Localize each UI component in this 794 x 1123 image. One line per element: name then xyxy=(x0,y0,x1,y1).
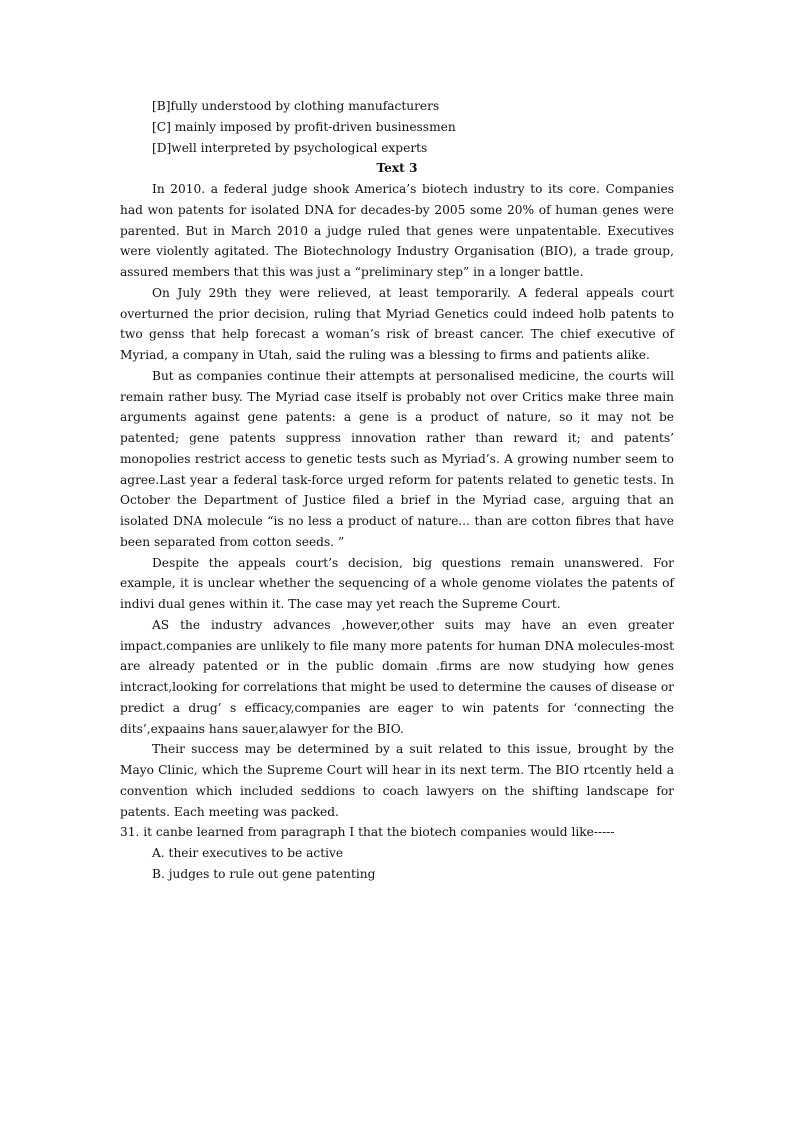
question-stem: 31. it canbe learned from paragraph I that the biotech companies would like----- xyxy=(120,825,615,840)
prev-option-b: [B]fully understood by clothing manufacturers xyxy=(152,99,440,113)
prev-option-c: [C] mainly imposed by profit-driven businessmen xyxy=(152,119,456,134)
paragraph-4: Despite the appeals court’s decision, big questions remain unanswered. For example, it is unclear whether the sequencing of a whole genome violates the patents of indivi dual genes within it. The case may yet reach the Supreme Court. xyxy=(120,555,674,611)
prev-option-d: [D]well interpreted by psychological experts xyxy=(152,140,428,155)
paragraph-5: AS the industry advances ,however,other suits may have an even greater impact.companies are unlikely to file many more patents for human DNA molecules-most are already patented or in the public domain .firms are now studying how genes intcract,looking for correlations that might be used to determine the causes of disease or predict a drug’ s efficacy,companies are eager to win patents for ‘connecting the dits’,expaains hans sauer,alawyer for the BIO. xyxy=(120,617,674,736)
paragraph-6: Their success may be determined by a suit related to this issue, brought by the Mayo Clinic, which the Supreme Court will hear in its next term. The BIO rtcently held a convention which included seddions to coach lawyers on the shifting landscape for patents. Each meeting was packed. xyxy=(120,742,674,819)
question-option-b: B. judges to rule out gene patenting xyxy=(152,866,376,881)
paragraph-2: On July 29th they were relieved, at least temporarily. A federal appeals court overturned the prior decision, ruling that Myriad Genetics could indeed holb patents to two genss that help forecast a woman’s risk of breast cancer. The chief executive of Myriad, a company in Utah, said the ruling was a blessing to firms and patients alike. xyxy=(120,285,674,362)
paragraph-3: But as companies continue their attempts at personalised medicine, the courts will remain rather busy. The Myriad case itself is probably not over Critics make three main arguments against gene patents: a gene is a product of nature, so it may not be patented; gene patents suppress innovation rather than reward it; and patents’ monopolies restrict access to genetic tests such as Myriad’s. A growing number seem to agree.Last year a federal task-force urged reform for patents related to genetic tests. In October the Department of Justice filed a brief in the Myriad case, arguing that an isolated DNA molecule “is no less a product of nature... than are cotton fibres that have been separated from cotton seeds. ” xyxy=(120,368,674,549)
section-heading: Text 3 xyxy=(376,161,418,176)
question-option-a: A. their executives to be active xyxy=(152,846,344,860)
document-text xyxy=(120,96,674,885)
paragraph-1: In 2010. a federal judge shook America’s biotech industry to its core. Companies had won patents for isolated DNA for decades-by 2005 some 20% of human genes were parented. But in March 2010 a judge ruled that genes were unpatentable. Executives were violently agitated. The Biotechnology Industry Organisation (BIO), a trade group, assured members that this was just a “preliminary step” in a longer battle. xyxy=(120,182,674,279)
